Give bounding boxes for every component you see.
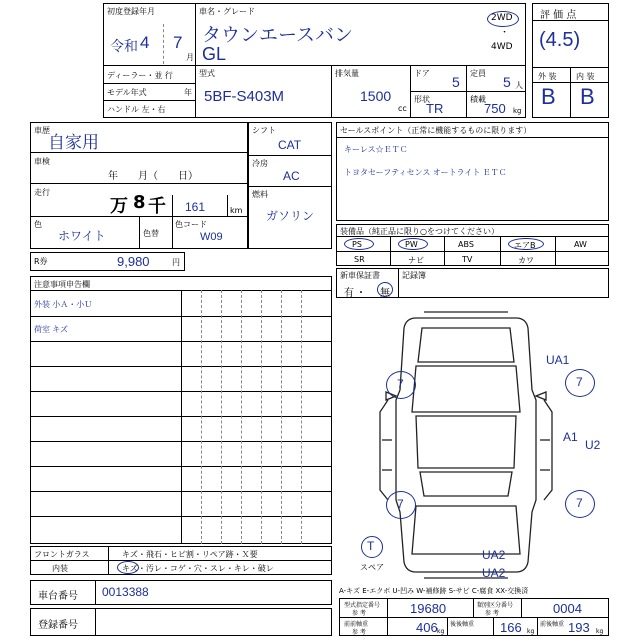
mileage-man: 万 <box>110 196 128 217</box>
mileage-odo: 161 <box>185 200 206 214</box>
tire-mark-fl: 7 <box>397 377 404 391</box>
color: ホワイト <box>58 229 106 243</box>
notes-line-2: 荷室 キズ <box>34 325 69 334</box>
exterior-grade: B <box>541 84 556 109</box>
shape: TR <box>426 101 444 116</box>
capacity-label: 定員 <box>470 69 486 78</box>
chassis-label: 車台番号 <box>38 591 78 602</box>
shift: CAT <box>278 138 302 152</box>
front-axle: 406 <box>416 620 438 635</box>
drive-dot: ・ <box>500 28 510 38</box>
reg-month-unit: 月 <box>186 53 194 62</box>
load-unit: kg <box>513 107 522 115</box>
model-year-unit: 年 <box>184 88 192 97</box>
warranty-dot: ・ <box>356 288 366 299</box>
class-number: 0004 <box>553 601 582 616</box>
reg-month: 7 <box>173 33 183 52</box>
first-reg-label: 初度登録年月 <box>107 7 155 16</box>
warranty-label: 新車保証書 <box>340 271 380 280</box>
equipment-label: 装備品（純正品に限り○をつけてください） <box>340 227 499 236</box>
shift-label: シフト <box>252 126 276 135</box>
handle-label: ハンドル 左・右 <box>107 105 166 114</box>
recycle-label: R券 <box>34 257 48 266</box>
doors: 5 <box>452 74 460 90</box>
recycle-amount: 9,980 <box>117 254 150 269</box>
interior-label: 内 装 <box>576 72 595 81</box>
damage-ua2-a: UA2 <box>482 548 506 562</box>
color-code: W09 <box>200 231 223 243</box>
color-label: 色 <box>34 220 42 229</box>
type-cert-label: 型式指定番号 <box>344 602 381 609</box>
exterior-label: 外 装 <box>538 72 557 81</box>
capacity: 5 <box>503 74 511 90</box>
front-axle-label: 前前軸重 <box>344 621 369 628</box>
reg-era: 令和 <box>110 38 138 54</box>
tire-mark-fr: 7 <box>576 375 583 389</box>
displacement-unit: cc <box>398 104 407 113</box>
drive-4wd: 4WD <box>491 42 513 52</box>
interior-grade: B <box>580 84 595 109</box>
usage-label: 車歴 <box>34 126 50 135</box>
equip-aw: AW <box>574 240 587 249</box>
equip-abs: ABS <box>458 240 474 249</box>
ac: AC <box>283 169 300 183</box>
interior-row-label: 内装 <box>52 564 68 573</box>
model-type: 5BF-S403M <box>204 88 285 105</box>
door-label: ドア <box>414 69 430 78</box>
front-axle-ref: 参 考 <box>352 629 366 636</box>
color-change-label: 色替 <box>143 229 159 238</box>
class-ref: 参 考 <box>485 610 499 617</box>
drive-2wd: 2WD <box>491 13 513 23</box>
mileage-sen: 8 <box>133 192 146 213</box>
rating-label: 評 価 点 <box>540 10 577 21</box>
warranty-no: 無 <box>380 288 390 299</box>
damage-legend: A-キズ E-エクボ U-凹み W-補修跡 S-サビ C-腐食 XX-交換済 <box>339 587 529 595</box>
rating-score: (4.5) <box>539 29 581 51</box>
registration-label: 登録番号 <box>38 620 78 631</box>
displacement-label: 排気量 <box>335 69 359 78</box>
warranty-yes: 有 <box>344 288 354 299</box>
color-code-label: 色コード <box>175 220 207 229</box>
front-axle-unit: kg <box>437 628 445 635</box>
notes-label: 注意事項申告欄 <box>34 280 90 289</box>
car-name: タウンエースバン <box>202 25 354 46</box>
interior-row-text: キズ・汚レ・コゲ・穴・スレ・キレ・破レ <box>122 564 274 573</box>
fuel-label: 燃料 <box>252 190 268 199</box>
sales-points-label: セールスポイント（正常に機能するものに限ります） <box>340 126 532 135</box>
load-label: 積載 <box>470 95 486 104</box>
equip-airbag: エアB <box>514 241 536 250</box>
damage-u2: U2 <box>585 438 601 452</box>
damage-ua2-b: UA2 <box>482 566 506 580</box>
total-axle-unit: kg <box>596 628 604 635</box>
inspection-text: 年 月（ 日） <box>108 171 198 182</box>
tire-mark-rr: 7 <box>576 496 583 510</box>
capacity-unit: 人 <box>515 81 523 90</box>
type-cert-number: 19680 <box>410 601 447 616</box>
equip-navi: ナビ <box>408 256 424 265</box>
notes-line-1: 外装 小Ａ・小Ｕ <box>34 300 93 309</box>
model-type-label: 型式 <box>199 69 215 78</box>
shape-label: 形状 <box>414 95 430 104</box>
equip-leather: カワ <box>518 256 534 265</box>
sales-point-line-2: トヨタセーフティセンス オートライト ＥＴＣ <box>344 168 507 177</box>
front-glass-text: キズ・飛石・ヒビ割・リペア跡・Ｘ要 <box>122 550 258 559</box>
reg-year: 4 <box>140 33 150 52</box>
records-label: 記録簿 <box>402 271 426 280</box>
mileage-label: 走行 <box>34 188 50 197</box>
sales-point-line-1: キーレス☆ＥＴＣ <box>344 145 408 154</box>
recycle-box <box>30 252 185 271</box>
type-cert-ref: 参 考 <box>352 610 366 617</box>
spare-mark: T <box>367 539 375 553</box>
chassis-number: 0013388 <box>102 585 149 599</box>
total-axle: 193 <box>568 620 590 635</box>
recycle-unit: 円 <box>172 258 180 267</box>
rear-axle: 166 <box>500 620 522 635</box>
load: 750 <box>484 101 506 116</box>
equip-ps: PS <box>352 240 362 249</box>
equip-sr: SR <box>354 255 365 264</box>
rear-axle-unit: kg <box>527 628 535 635</box>
rear-axle-label: 後後軸重 <box>450 621 475 628</box>
tire-mark-rl: 7 <box>397 497 404 511</box>
damage-a1: A1 <box>563 430 578 444</box>
front-glass-label: フロントガラス <box>34 550 90 559</box>
mileage-unit: km <box>230 206 243 215</box>
fuel: ガソリン <box>266 209 315 223</box>
total-axle-label: 前後軸重 <box>540 621 565 628</box>
displacement: 1500 <box>360 88 392 104</box>
class-label: 類別区分番号 <box>477 602 514 609</box>
ac-label: 冷房 <box>252 159 268 168</box>
dealer-label: ディーラー・並 行 <box>107 71 173 80</box>
equip-tv: TV <box>462 255 473 264</box>
car-name-label: 車名・グレード <box>199 7 255 16</box>
grade: GL <box>202 44 227 64</box>
inspection-label: 車検 <box>34 157 50 166</box>
equip-pw: PW <box>405 240 418 249</box>
mileage-sen-unit: 千 <box>148 196 166 217</box>
damage-ua1: UA1 <box>546 353 570 367</box>
spare-label: スペア <box>360 563 384 572</box>
usage: 自家用 <box>48 133 99 152</box>
model-year-label: モデル年式 <box>107 88 147 97</box>
